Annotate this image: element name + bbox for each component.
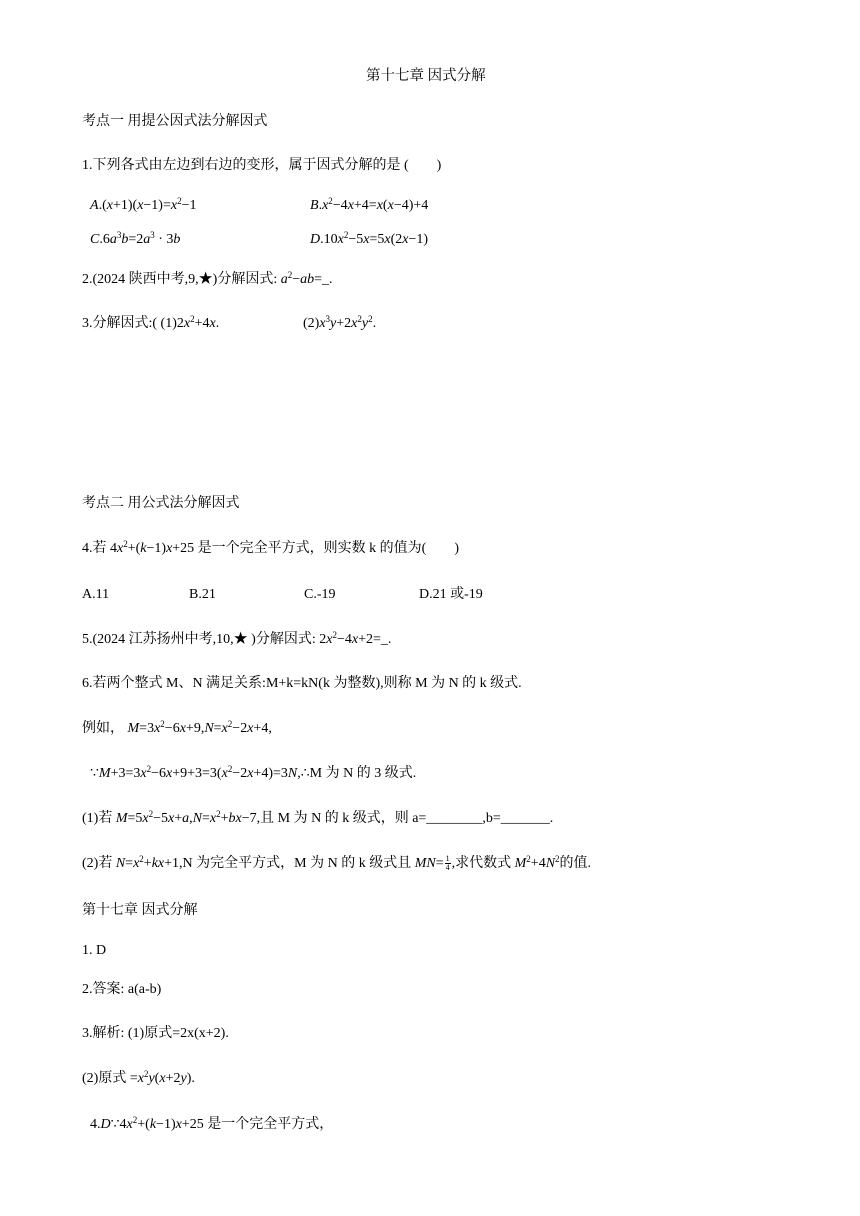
question-4-option-d: D.21 或-19	[419, 587, 483, 602]
question-4-stem: 4.若 $4x^2+(k-1)x+25$ 是一个完全平方式，则实数 k 的值为( )	[82, 539, 459, 556]
answer-3-part-2: (2)原式 $=x^2y(x+2y)$.	[82, 1069, 195, 1086]
question-6-because: $\because M+3=3x^2-6x+9+3=3(x^2-2x+4)=3N,\therefore M$ 为 N 的 3 级式.	[90, 764, 417, 781]
question-2: 2.(2024 陕西中考,9,★)分解因式: $a^2-ab=\_$.	[82, 270, 333, 287]
question-5: 5.(2024 江苏扬州中考,10,★ )分解因式: $2x^2-4x+2=\_$.	[82, 630, 392, 647]
question-6-part-1: (1)若 $M=5x^2-5x+a,N=x^2+bx-7$,且 M 为 N 的 k 级式，则 a=________,b=_______.	[82, 809, 554, 826]
question-1-stem: 1.下列各式由左边到右边的变形，属于因式分解的是 ( )	[82, 158, 442, 173]
section-heading-2: 考点二 用公式法分解因式	[82, 496, 240, 511]
question-1-option-c: $C.6a^3b=2a^3 \cdot 3b$	[90, 230, 181, 247]
question-4-option-b: B.21	[189, 587, 216, 602]
answer-1: 1. D	[82, 943, 107, 958]
question-1-option-d: $D.10x^2-5x=5x(2x-1)$	[310, 230, 429, 247]
answer-2: 2.答案: a(a-b)	[82, 982, 162, 997]
question-1-option-a: $A.(x+1)(x-1)=x^2-1$	[90, 196, 197, 213]
question-3-part-1: 3.分解因式:( $(1)2x^2+4x$.	[82, 314, 220, 331]
page-title: 第十七章 因式分解	[366, 68, 486, 84]
question-6-part-2: (2)若 $N=x^2+kx+1,N$ 为完全平方式，M 为 N 的 k 级式且 MN= $\frac{1}{4}$ ,求代数式 $M^2+4N^2$的值.	[82, 854, 592, 873]
answer-3-part-1: 3.解析: (1)原式=2x(x+2).	[82, 1026, 229, 1041]
question-3-part-2: $(2)x^3y+2x^2y^2$.	[303, 314, 377, 331]
answers-title: 第十七章 因式分解	[82, 903, 198, 918]
question-4-option-a: A.11	[82, 587, 110, 602]
question-1-option-b: $B.x^2-4x+4=x(x-4)+4$	[310, 196, 429, 213]
question-4-option-c: C.-19	[304, 587, 336, 602]
section-heading-1: 考点一 用提公因式法分解因式	[82, 114, 268, 129]
answer-4: $4.D\because 4x^2+(k-1)x+25$ 是一个完全平方式，	[90, 1115, 334, 1132]
question-6-stem: 6.若两个整式 M、N 满足关系:M+k=kN(k 为整数),则称 M 为 N 的 k 级式.	[82, 676, 522, 691]
question-6-example: 例如， $M=3x^2-6x+9,N=x^2-2x+4$,	[82, 719, 272, 736]
fraction-one-quarter: $\frac{1}{4}$	[445, 854, 450, 873]
